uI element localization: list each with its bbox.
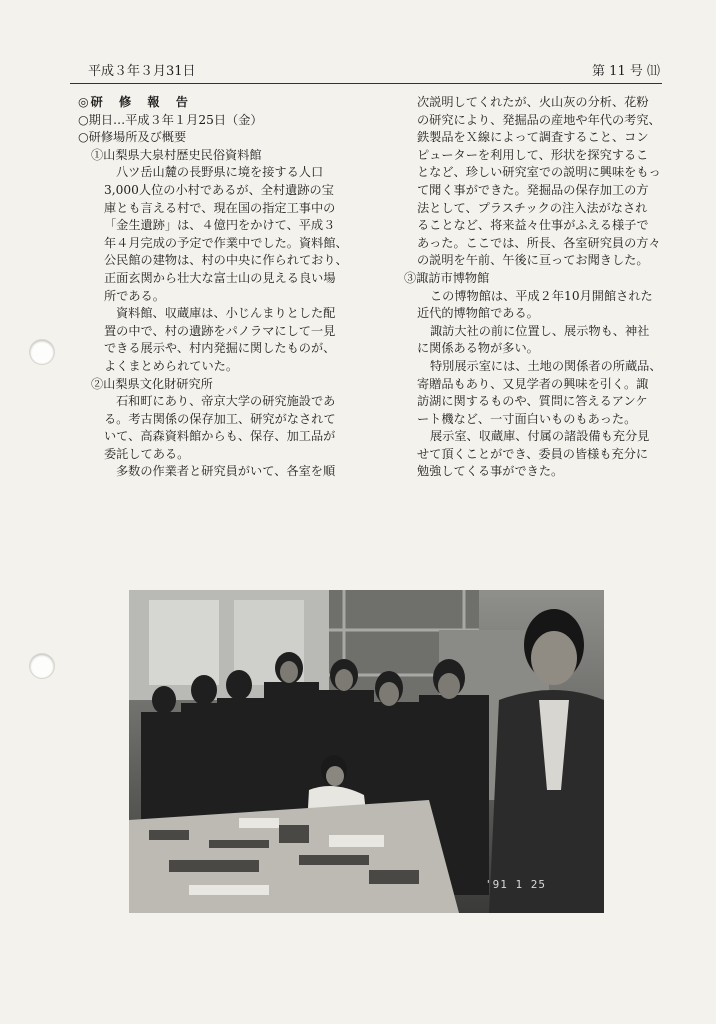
right-column-line: 訪湖に関するものや、質問に答えるアンケ	[417, 394, 648, 409]
left-column-line: 正面玄関から壮大な富士山の見える良い場	[104, 270, 336, 285]
left-column-line: ①山梨県大泉村歴史民俗資料館	[91, 147, 262, 162]
left-column-line: 置の中で、村の遺跡をパノラマにして一見	[104, 323, 336, 338]
right-column-line: この博物館は、平成２年10月開館された	[430, 288, 653, 303]
left-column-line: ○研修場所及び概要	[78, 130, 187, 145]
right-column-line: 近代的博物館である。	[417, 306, 539, 321]
left-column-line: 石和町にあり、帝京大学の研究施設であ	[116, 394, 336, 409]
left-column-line: 八ツ岳山麓の長野県に境を接する人口	[116, 165, 324, 180]
header-issue-number: 第 11 号 ⑾	[592, 64, 660, 79]
left-column-line: 多数の作業者と研究員がいて、各室を順	[116, 464, 336, 479]
left-column-line: 所である。	[104, 288, 165, 303]
right-column-line: ピューターを利用して、形状を探究するこ	[417, 147, 649, 162]
training-visit-photo	[129, 590, 604, 913]
right-column-line: あった。ここでは、所長、各室研究員の方々	[417, 235, 661, 250]
right-column-line: の研究により、発掘品の産地や年代の考究、	[417, 112, 661, 127]
right-column-line: となど、珍しい研究室での説明に興味をもっ	[417, 165, 661, 180]
left-column-line: できる展示や、村内発掘に関したものが、	[104, 341, 336, 356]
right-column-line: 諏訪大社の前に位置し、展示物も、神社	[430, 323, 650, 338]
left-column-line: 3,000人位の小村であるが、全村遺跡の宝	[104, 182, 334, 197]
header-rule	[70, 83, 662, 84]
right-column-line: 寄贈品もあり、又見学者の興味を引く。諏	[417, 376, 649, 391]
right-column-line: 法として、プラスチックの注入法がなされ	[417, 200, 648, 215]
right-column-line: 勉強してくる事ができた。	[417, 464, 564, 479]
left-column-line: 年４月完成の予定で作業中でした。資料館、	[104, 235, 348, 250]
left-column-line: よくまとめられていた。	[104, 358, 239, 373]
left-column-line: ◎研 修 報 告	[78, 95, 190, 109]
left-column-line: 「金生遺跡」は、４億円をかけて、平成３	[104, 218, 336, 233]
left-text-column	[78, 94, 378, 481]
right-column-line: に関係ある物が多い。	[417, 341, 539, 356]
right-column-line: 鉄製品をＸ線によって調査すること、コン	[417, 130, 649, 145]
binder-hole-top	[30, 340, 54, 364]
left-column-line: ②山梨県文化財研究所	[91, 376, 213, 391]
right-column-line: 特別展示室には、土地の関係者の所蔵品、	[430, 358, 662, 373]
left-column-line: いて、高森資料館からも、保存、加工品が	[104, 429, 336, 444]
right-text-column	[404, 94, 674, 481]
header-date: 平成３年３月31日	[88, 64, 196, 79]
right-column-line: ③諏訪市博物館	[404, 270, 490, 285]
left-column-line: 公民館の建物は、村の中央に作られており、	[104, 253, 348, 268]
right-column-line: せて頂くことができ、委員の皆様も充分に	[417, 446, 649, 461]
right-column-line: 展示室、収蔵庫、付属の諸設備も充分見	[430, 429, 650, 444]
left-column-line: 資料館、収蔵庫は、小じんまりとした配	[116, 306, 336, 321]
left-column-line: る。考古関係の保存加工、研究がなされて	[104, 411, 336, 426]
photo-scene	[129, 590, 604, 913]
binder-hole-bottom	[30, 654, 54, 678]
right-column-line: 次説明してくれたが、火山灰の分析、花粉	[417, 95, 649, 109]
right-column-line: ート機など、一寸面白いものもあった。	[417, 411, 637, 426]
page-header	[70, 58, 662, 84]
left-column-line: ○期日…平成３年１月25日（金）	[78, 112, 263, 127]
right-column-line: て聞く事ができた。発掘品の保存加工の方	[417, 182, 649, 197]
right-column-line: ることなど、将来益々仕事がふえる様子で	[417, 218, 649, 233]
photo-date-stamp: '91 1 25	[485, 878, 546, 891]
left-column-line: 委託してある。	[104, 446, 190, 461]
left-column-line: 庫とも言える村で、現在国の指定工事中の	[104, 200, 336, 215]
right-column-line: の説明を午前、午後に亘ってお聞きした。	[417, 253, 649, 268]
